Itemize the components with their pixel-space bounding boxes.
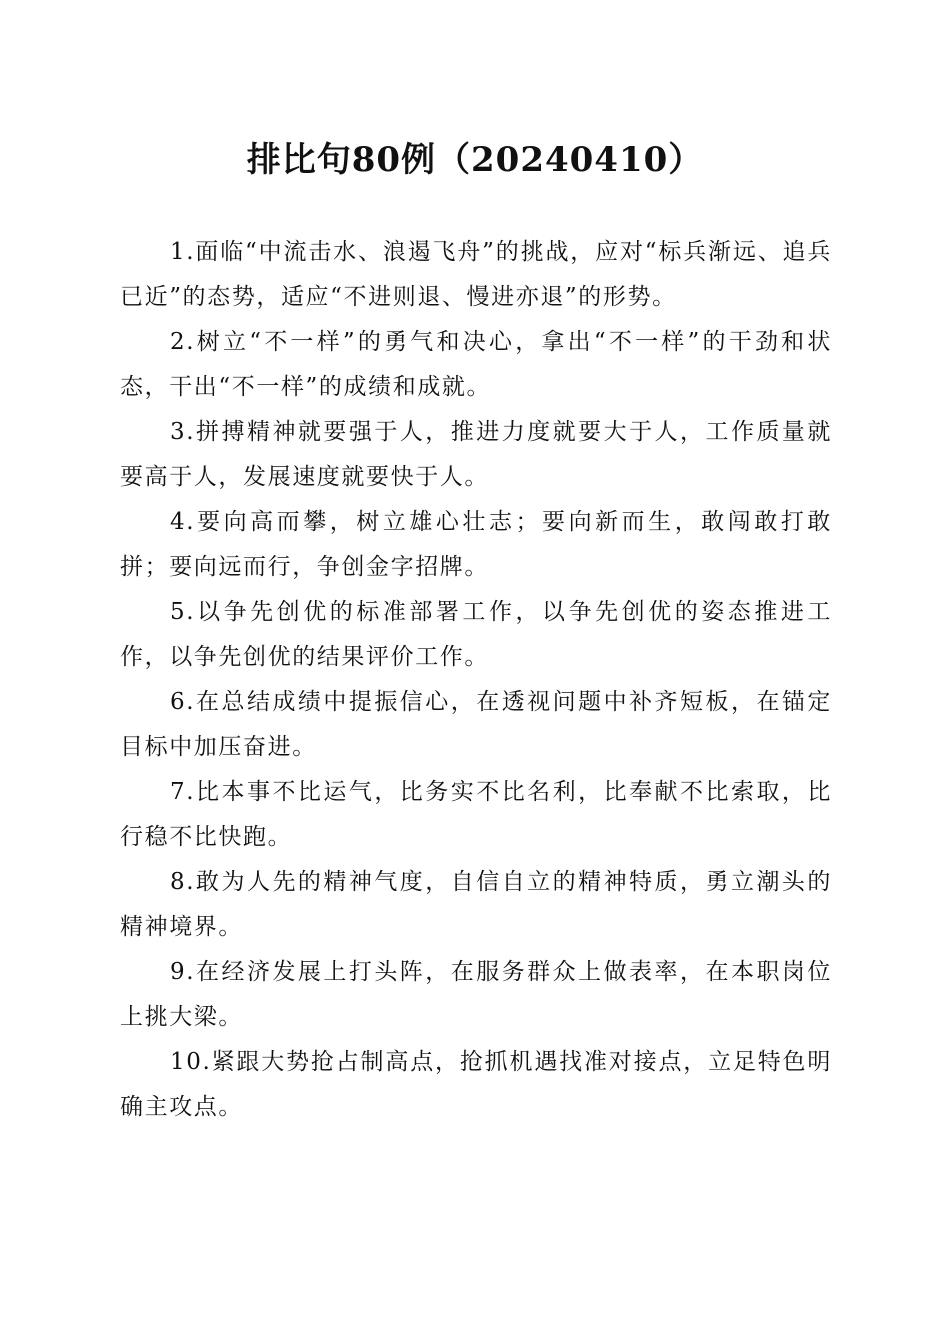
list-item: 2.树立“不一样”的勇气和决心，拿出“不一样”的干劲和状态，干出“不一样”的成绩和成就。: [120, 329, 832, 400]
list-item: 4.要向高而攀，树立雄心壮志；要向新而生，敢闯敢打敢拼；要向远而行，争创金字招牌。: [120, 509, 832, 580]
list-item: 5.以争先创优的标准部署工作，以争先创优的姿态推进工作，以争先创优的结果评价工作。: [120, 599, 832, 670]
document-title: 排比句80例（20240410）: [246, 140, 704, 180]
list-item: 1.面临“中流击水、浪遏飞舟”的挑战，应对“标兵渐远、追兵已近”的态势，适应“不进则退、慢进亦退”的形势。: [120, 239, 832, 310]
list-item: 9.在经济发展上打头阵，在服务群众上做表率，在本职岗位上挑大梁。: [120, 959, 832, 1030]
list-item: 8.敢为人先的精神气度，自信自立的精神特质，勇立潮头的精神境界。: [120, 869, 832, 940]
list-item: 3.拼搏精神就要强于人，推进力度就要大于人，工作质量就要高于人，发展速度就要快于人。: [120, 419, 832, 490]
list-item: 6.在总结成绩中提振信心，在透视问题中补齐短板，在锚定目标中加压奋进。: [120, 689, 832, 760]
list-item: 10.紧跟大势抢占制高点，抢抓机遇找准对接点，立足特色明确主攻点。: [120, 1049, 832, 1120]
list-item: 7.比本事不比运气，比务实不比名利，比奉献不比索取，比行稳不比快跑。: [120, 779, 832, 850]
document-body: [120, 230, 832, 1130]
